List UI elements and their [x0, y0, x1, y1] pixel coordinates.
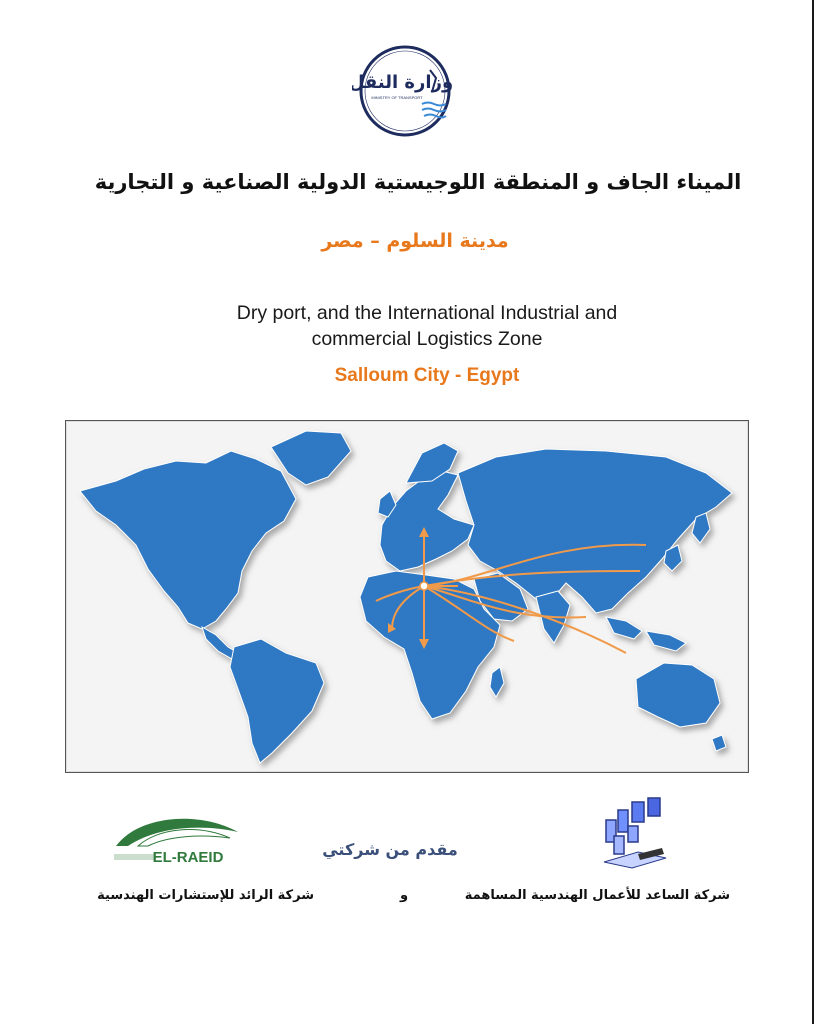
english-city-subtitle: Salloum City - Egypt	[334, 365, 520, 386]
el-raeid-logo-text: EL-RAEID	[152, 849, 224, 866]
arabic-title: الميناء الجاف و المنطقة اللوجيستية الدولية الصناعية و التجارية	[94, 170, 742, 194]
emblem-english-text: MINISTRY OF TRANSPORT	[371, 95, 423, 100]
english-title-line2: commercial Logistics Zone	[311, 328, 543, 350]
ministry-emblem-icon	[352, 44, 458, 138]
company-conjunction: و	[399, 888, 409, 903]
english-title-line1: Dry port, and the International Industrial and	[236, 302, 618, 324]
arabic-city-subtitle: مدينة السلوم – مصر	[321, 230, 509, 252]
cubes-logo-icon	[598, 796, 672, 872]
emblem-arabic-text: وزارة النقل	[352, 72, 454, 93]
company-left-name: شركة الرائد للإستشارات الهندسية	[97, 888, 314, 903]
english-title	[140, 300, 714, 352]
el-raeid-logo	[108, 810, 248, 868]
presented-by-label: مقدم من شركتي	[322, 840, 458, 859]
company-right-name: شركة الساعد للأعمال الهندسية المساهمة	[464, 888, 730, 903]
world-map-routes-icon	[65, 420, 749, 773]
